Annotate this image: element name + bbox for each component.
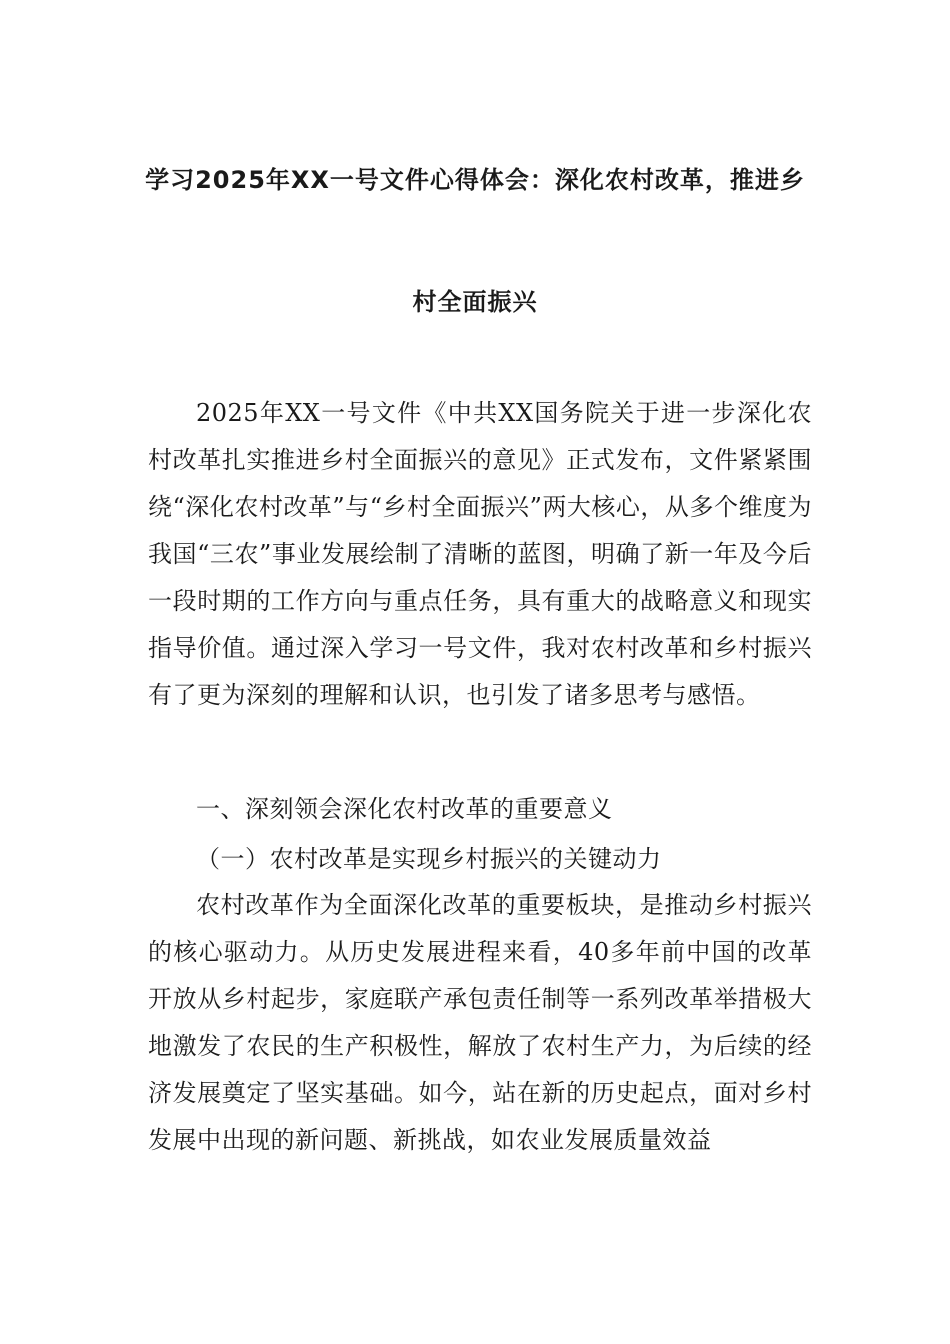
subsection-heading: （一）农村改革是实现乡村振兴的关键动力 (196, 845, 662, 873)
intro-paragraph: 2025年XX一号文件《中共XX国务院关于进一步深化农村改革扎实推进乡村全面振兴的意见》正式发布，文件紧紧围绕“深化农村改革”与“乡村全面振兴”两大核心，从多个维度为我国“三农”事业发展绘制了清晰的蓝图，明确了新一年及今后一段时期的工作方向与重点任务，具有重大的战略意义和现实指导价值。通过深入学习一号文件，我对农村改革和乡村振兴有了更为深刻的理解和认识，也引发了诸多思考与感悟。 (148, 399, 812, 709)
document-title-line-1: 学习2025年XX一号文件心得体会：深化农村改革，推进乡 (145, 166, 805, 194)
document-title-line-2: 村全面振兴 (412, 288, 538, 316)
section-heading: 一、深刻领会深化农村改革的重要意义 (196, 795, 613, 823)
body-container-1 (148, 390, 812, 719)
body-container-2 (148, 882, 812, 1164)
body-paragraph: 农村改革作为全面深化改革的重要板块，是推动乡村振兴的核心驱动力。从历史发展进程来看，40多年前中国的改革开放从乡村起步，家庭联产承包责任制等一系列改革举措极大地激发了农民的生产积极性，解放了农村生产力，为后续的经济发展奠定了坚实基础。如今，站在新的历史起点，面对乡村发展中出现的新问题、新挑战，如农业发展质量效益 (148, 891, 812, 1154)
